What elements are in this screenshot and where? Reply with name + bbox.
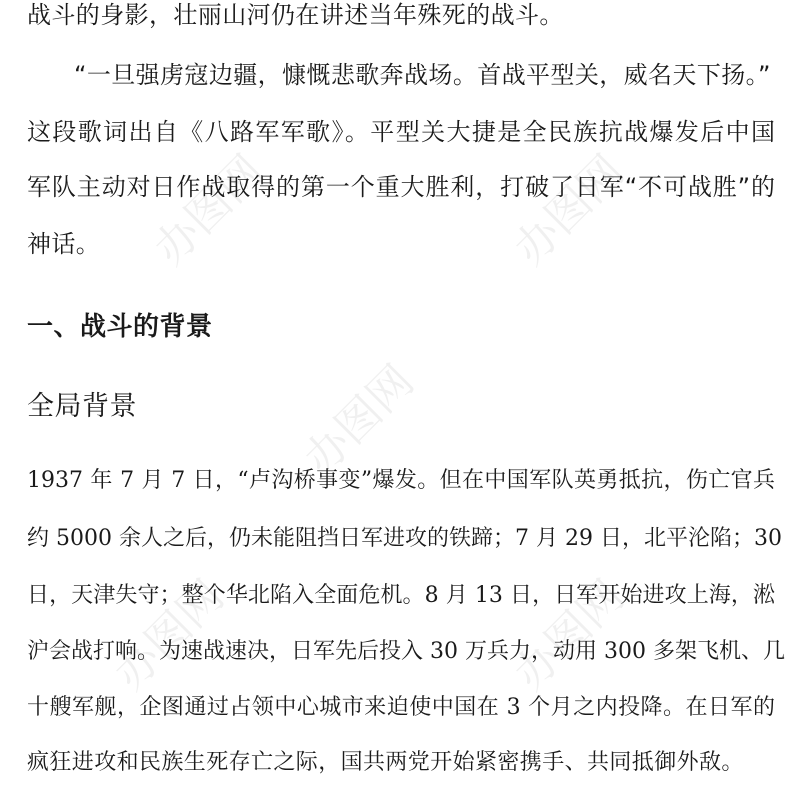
watermark: 办图网 xyxy=(294,355,424,485)
paragraph-line: 疯狂进攻和民族生死存亡之际，国共两党开始紧密携手、共同抵御外敌。 xyxy=(27,750,744,775)
paragraph-line: 日，天津失守；整个华北陷入全面危机。8 月 13 日，日军开始进攻上海，淞 xyxy=(27,583,775,608)
paragraph-line: 这段歌词出自《八路军军歌》。平型关大捷是全民族抗战爆发后中国 xyxy=(27,118,775,146)
paragraph-line: 约 5000 余人之后，仍未能阻挡日军进攻的铁蹄；7 月 29 日，北平沦陷；30 xyxy=(27,526,782,551)
paragraph-line: “一旦强虏寇边疆，慷慨悲歌奔战场。首战平型关，威名天下扬。” xyxy=(74,61,771,89)
paragraph-line: 1937 年 7 月 7 日，“卢沟桥事变”爆发。但在中国军队英勇抵抗，伤亡官兵 xyxy=(27,468,775,493)
watermark: 办图网 xyxy=(104,570,234,700)
watermark: 办图网 xyxy=(144,145,274,275)
paragraph-line: 十艘军舰，企图通过占领中心城市来迫使中国在 3 个月之内投降。在日军的 xyxy=(27,695,775,720)
watermark: 办图网 xyxy=(504,570,634,700)
section-heading: 一、战斗的背景 xyxy=(27,312,213,342)
watermark: 办图网 xyxy=(504,145,634,275)
sub-heading: 全局背景 xyxy=(27,391,137,422)
paragraph-line: 军队主动对日作战取得的第一个重大胜利，打破了日军“不可战胜”的 xyxy=(27,173,775,201)
paragraph-line: 沪会战打响。为速战速决，日军先后投入 30 万兵力，动用 300 多架飞机、几 xyxy=(27,639,785,664)
paragraph-line: 神话。 xyxy=(27,230,101,258)
paragraph-line: 战斗的身影，壮丽山河仍在讲述当年殊死的战斗。 xyxy=(27,1,564,29)
